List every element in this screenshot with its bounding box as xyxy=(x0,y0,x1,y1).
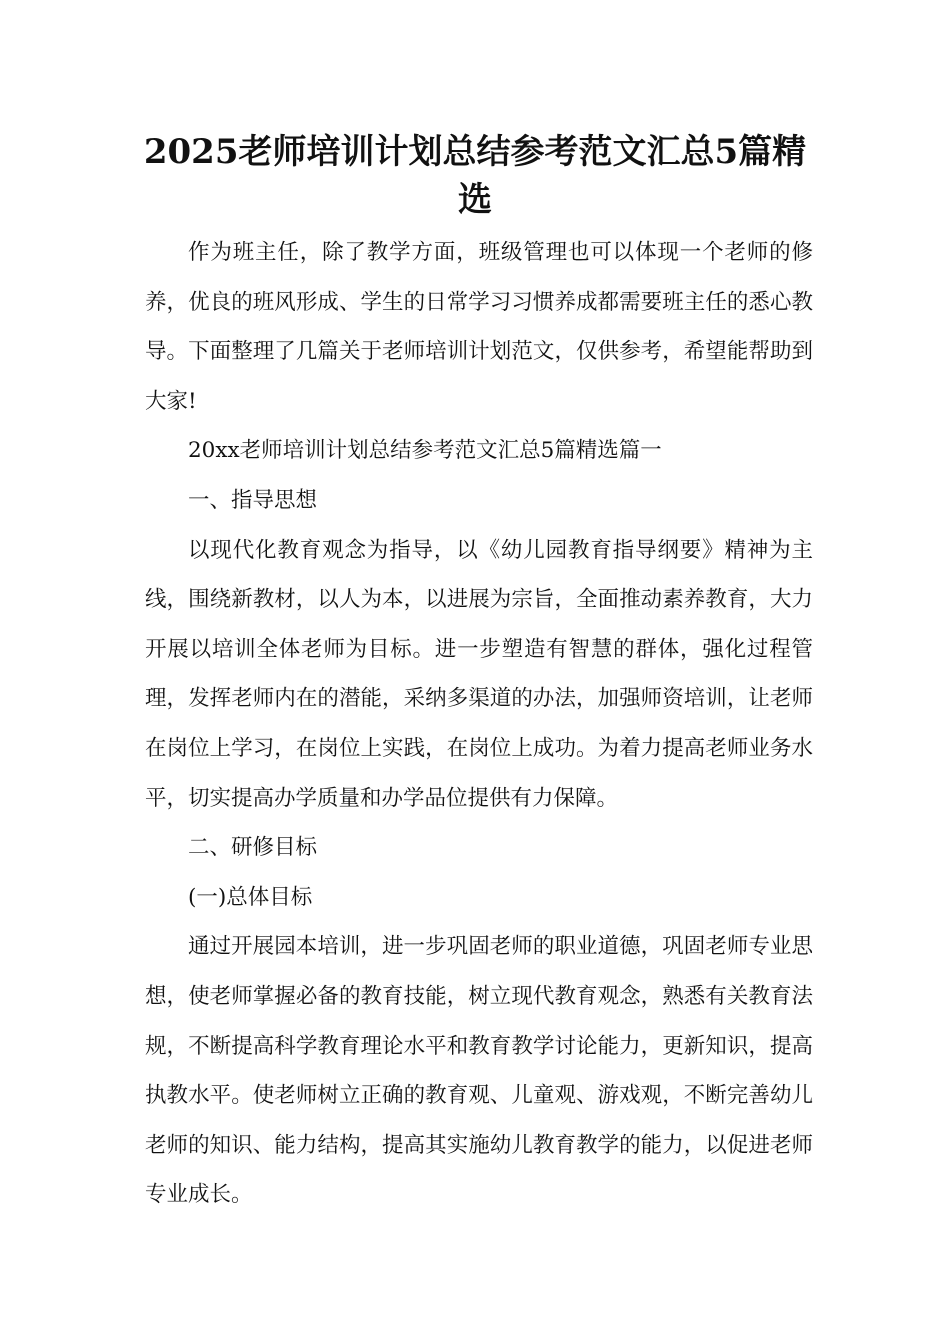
subsection-heading-overall-goal: (一)总体目标 xyxy=(188,884,313,910)
section-heading-guiding-ideology: 一、指导思想 xyxy=(188,487,318,513)
overall-goal-paragraph: 通过开展园本培训，进一步巩固老师的职业道德，巩固老师专业思想，使老师掌握必备的教育技能，树立现代教育观念，熟悉有关教育法规，不断提高科学教育理论水平和教育教学讨论能力，更新知识，提高执教水平。使老师树立正确的教育观、儿童观、游戏观，不断完善幼儿老师的知识、能力结构，提高其实施幼儿教育教学的能力，以促进老师专业成长。 xyxy=(145,934,813,1208)
section-heading-training-goals: 二、研修目标 xyxy=(188,835,318,861)
document-body xyxy=(145,228,813,1220)
document-title: 2025老师培训计划总结参考范文汇总5篇精选 xyxy=(143,132,807,220)
intro-paragraph: 作为班主任，除了教学方面，班级管理也可以体现一个老师的修养，优良的班风形成、学生的日常学习习惯养成都需要班主任的悉心教导。下面整理了几篇关于老师培训计划范文，仅供参考，希望能帮助到大家! xyxy=(145,240,813,414)
guiding-ideology-paragraph: 以现代化教育观念为指导，以《幼儿园教育指导纲要》精神为主线，围绕新教材，以人为本，以进展为宗旨，全面推动素养教育，大力开展以培训全体老师为目标。进一步塑造有智慧的群体，强化过程管理，发挥老师内在的潜能，采纳多渠道的办法，加强师资培训，让老师在岗位上学习，在岗位上实践，在岗位上成功。为着力提高老师业务水平，切实提高办学质量和办学品位提供有力保障。 xyxy=(145,537,813,811)
section-heading-article-one: 20xx老师培训计划总结参考范文汇总5篇精选篇一 xyxy=(188,438,662,464)
